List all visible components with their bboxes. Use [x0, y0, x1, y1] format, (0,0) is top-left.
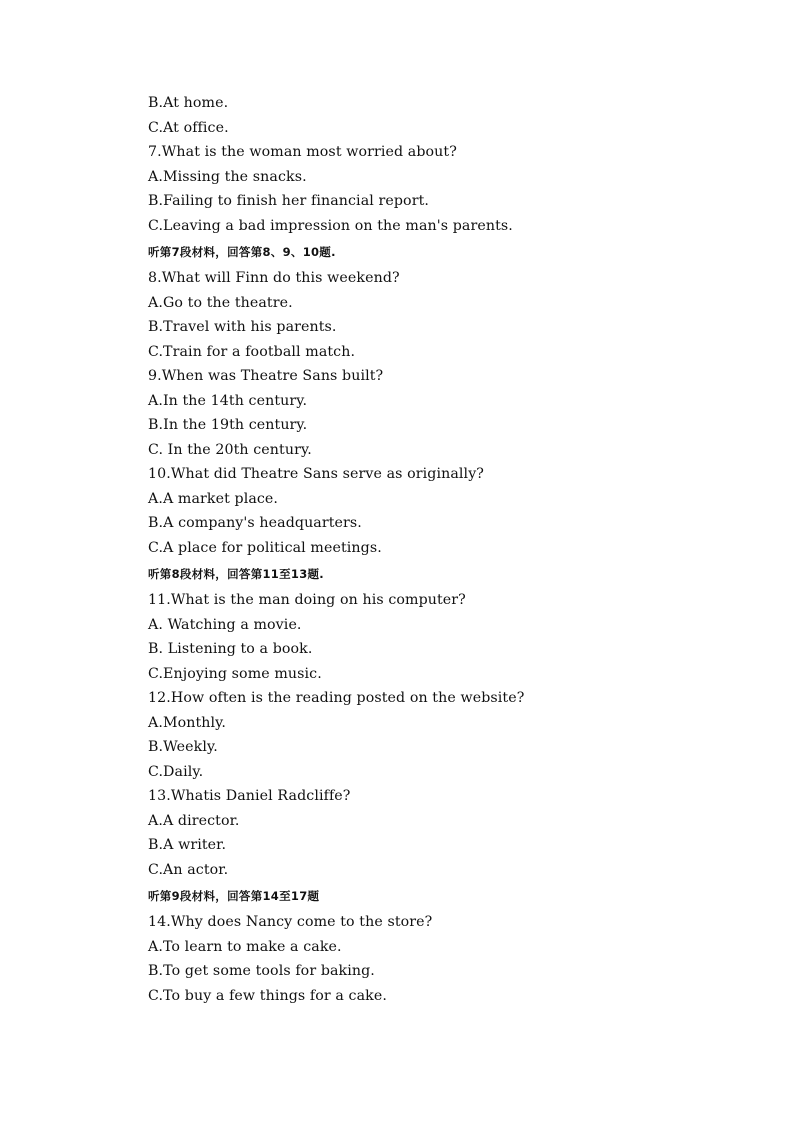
answer-option: A.A director. [148, 812, 240, 829]
answer-option: C.To buy a few things for a cake. [148, 987, 387, 1004]
answer-option: C.Enjoying some music. [148, 665, 322, 682]
question-text: 12.How often is the reading posted on the website? [148, 690, 525, 706]
answer-option: A.In the 14th century. [148, 392, 308, 409]
document-body [148, 91, 748, 1008]
section-instruction: 听第7段材料，回答第8、9、10题. [148, 245, 336, 259]
question-text: 11.What is the man doing on his computer? [148, 592, 466, 608]
answer-option: B.A writer. [148, 837, 227, 853]
answer-option: B.To get some tools for baking. [148, 963, 375, 979]
question-text: 8.What will Finn do this weekend? [148, 270, 400, 286]
answer-option: B.Failing to finish her financial report. [148, 193, 429, 209]
answer-option: C.Daily. [148, 763, 204, 780]
question-text: 14.Why does Nancy come to the store? [148, 914, 433, 930]
section-instruction: 听第9段材料，回答第14至17题 [148, 889, 320, 903]
answer-option: A.Monthly. [148, 714, 226, 731]
answer-option: C.Train for a football match. [148, 343, 356, 360]
answer-option: C.A place for political meetings. [148, 539, 382, 556]
answer-option: A.A market place. [148, 490, 279, 507]
question-text: 10.What did Theatre Sans serve as originally? [148, 466, 485, 482]
answer-option: B.Weekly. [148, 739, 218, 755]
answer-option: A.Missing the snacks. [148, 168, 307, 185]
question-text: 7.What is the woman most worried about? [148, 144, 457, 160]
answer-option: A.To learn to make a cake. [148, 938, 342, 955]
answer-option: C. In the 20th century. [148, 441, 312, 458]
answer-option: C.At office. [148, 119, 229, 136]
section-instruction: 听第8段材料，回答第11至13题. [148, 567, 324, 581]
answer-option: B. Listening to a book. [148, 641, 313, 657]
answer-option: C.Leaving a bad impression on the man's parents. [148, 217, 513, 234]
question-text: 13.Whatis Daniel Radcliffe? [148, 788, 351, 804]
answer-option: A. Watching a movie. [148, 616, 302, 633]
answer-option: B.Travel with his parents. [148, 319, 337, 335]
question-text: 9.When was Theatre Sans built? [148, 368, 384, 384]
answer-option: C.An actor. [148, 861, 229, 878]
answer-option: A.Go to the theatre. [148, 294, 293, 311]
answer-option: B.At home. [148, 95, 229, 111]
answer-option: B.In the 19th century. [148, 417, 308, 433]
answer-option: B.A company's headquarters. [148, 515, 362, 531]
